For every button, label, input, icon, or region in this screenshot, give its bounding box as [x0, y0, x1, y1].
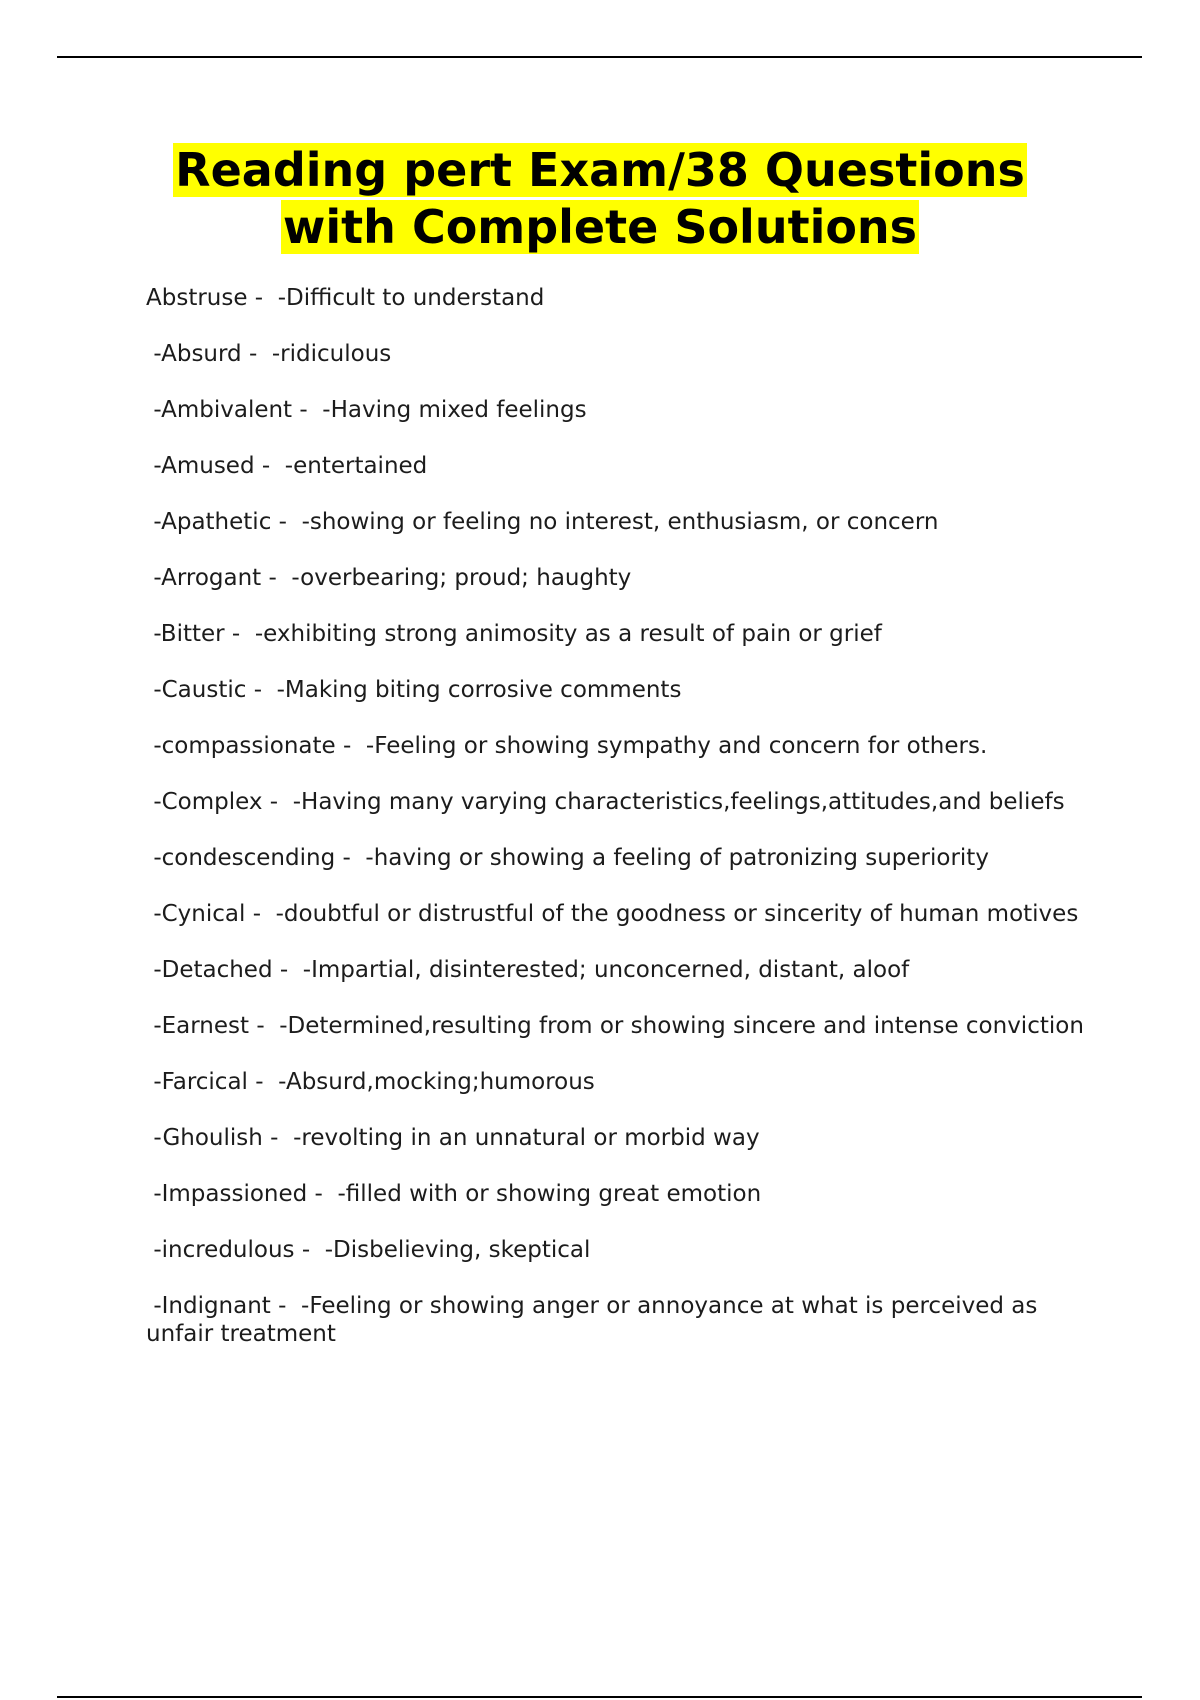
- definition-entry: -Absurd - -ridiculous: [146, 341, 392, 367]
- definition-entry: -Arrogant - -overbearing; proud; haughty: [146, 565, 632, 591]
- document-title-line-1: Reading pert Exam/38 Questions: [175, 143, 1025, 197]
- definition-entry: -Bitter - -exhibiting strong animosity as a result of pain or grief: [146, 621, 882, 647]
- definition-entry: -compassionate - -Feeling or showing sympathy and concern for others.: [146, 733, 988, 759]
- footer-rule: [57, 1696, 1142, 1698]
- definition-entry: -Ghoulish - -revolting in an unnatural or morbid way: [146, 1125, 760, 1151]
- definition-entry: -Detached - -Impartial, disinterested; unconcerned, distant, aloof: [146, 957, 910, 983]
- definition-entry: -Apathetic - -showing or feeling no interest, enthusiasm, or concern: [146, 509, 939, 535]
- definition-entry: -condescending - -having or showing a feeling of patronizing superiority: [146, 845, 989, 871]
- definition-entry: Abstruse - -Difficult to understand: [146, 285, 545, 311]
- header-rule: [57, 56, 1142, 58]
- document-title: [60, 142, 1140, 256]
- definition-entry: -Cynical - -doubtful or distrustful of the goodness or sincerity of human motives: [146, 901, 1079, 927]
- definition-entry: -Farcical - -Absurd,mocking;humorous: [146, 1069, 595, 1095]
- definition-list: [146, 284, 1096, 1376]
- definition-entry: -Complex - -Having many varying characteristics,feelings,attitudes,and beliefs: [146, 789, 1065, 815]
- definition-entry: -Caustic - -Making biting corrosive comments: [146, 677, 682, 703]
- definition-entry: -Indignant - -Feeling or showing anger or annoyance at what is perceived as unfair treatment: [146, 1293, 1045, 1347]
- definition-entry: -Impassioned - -filled with or showing great emotion: [146, 1181, 762, 1207]
- definition-entry: -Amused - -entertained: [146, 453, 428, 479]
- definition-entry: -incredulous - -Disbelieving, skeptical: [146, 1237, 591, 1263]
- document-title-line-2: with Complete Solutions: [282, 200, 918, 254]
- definition-entry: -Ambivalent - -Having mixed feelings: [146, 397, 587, 423]
- definition-entry: -Earnest - -Determined,resulting from or showing sincere and intense conviction: [146, 1013, 1084, 1039]
